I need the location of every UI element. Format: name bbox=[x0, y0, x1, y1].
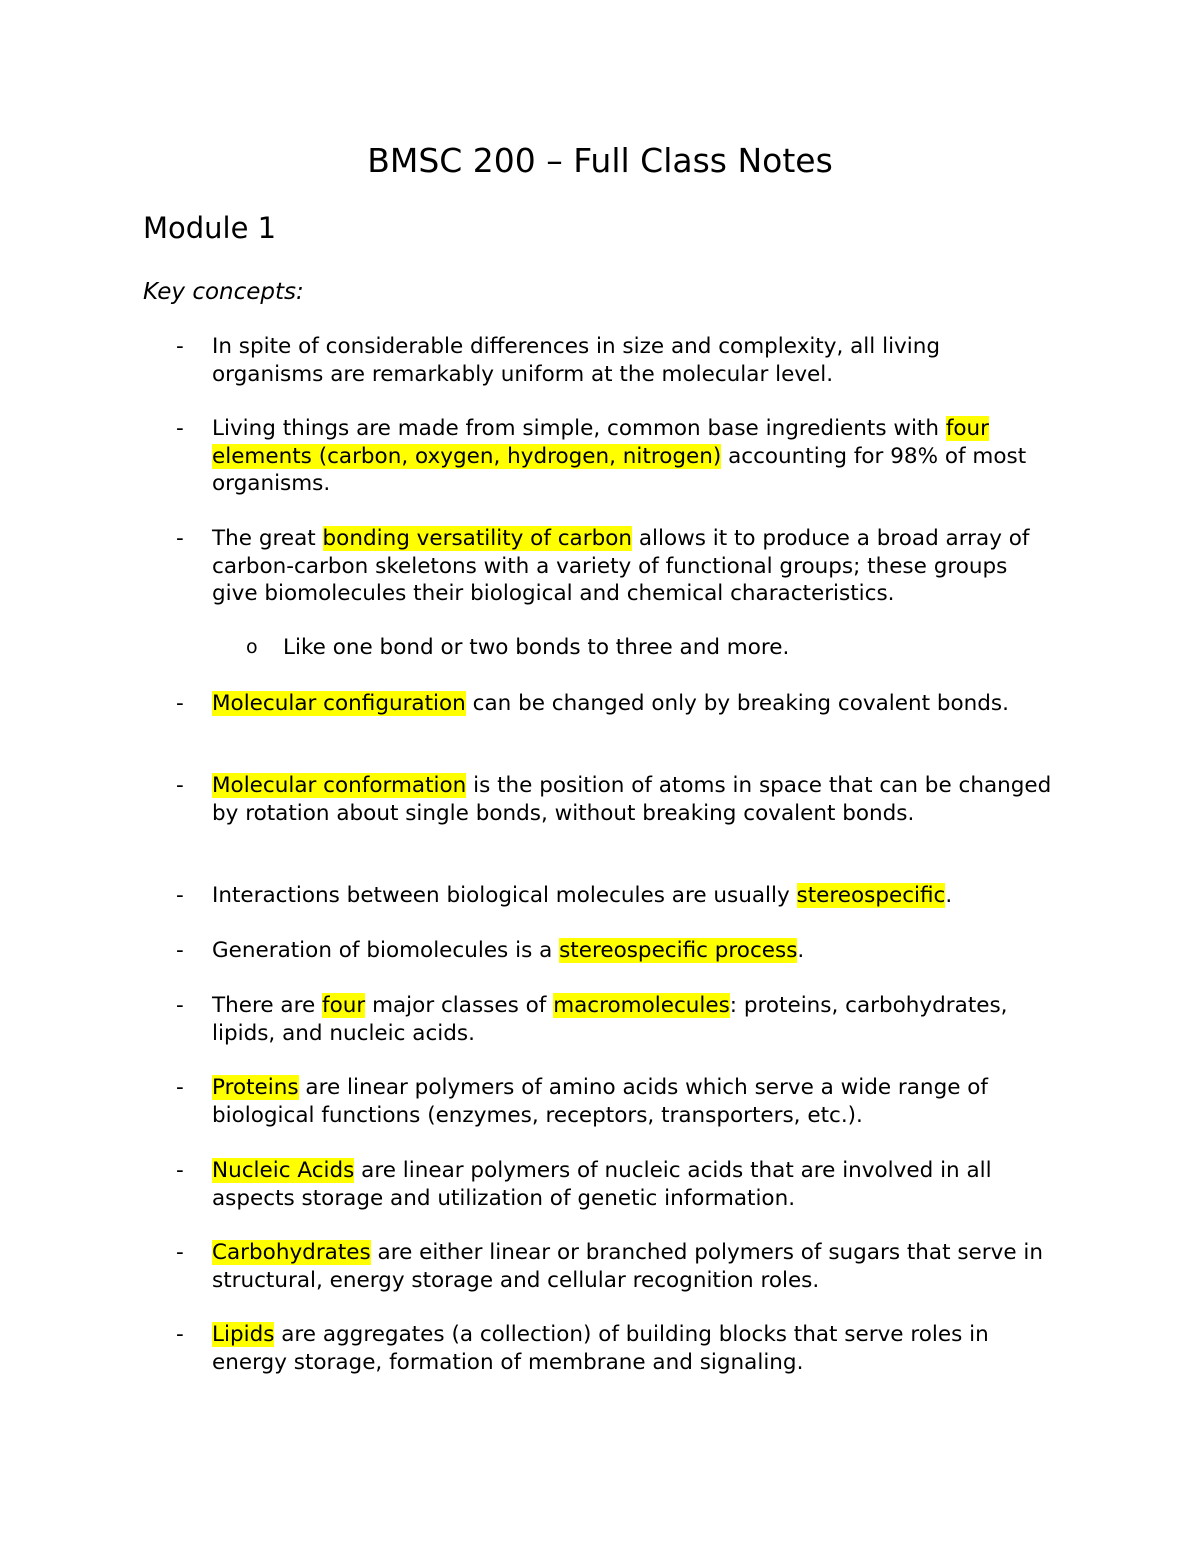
bullet-text bbox=[212, 1157, 1052, 1212]
sub-bullet-marker: o bbox=[246, 636, 258, 658]
bullet-marker: - bbox=[176, 938, 184, 963]
bullet-marker: - bbox=[176, 1075, 184, 1100]
key-concepts-heading: Key concepts: bbox=[143, 279, 304, 305]
highlighted-term: Carbohydrates bbox=[212, 1240, 371, 1265]
bullet-marker: - bbox=[176, 1322, 184, 1347]
bullet-marker: - bbox=[176, 773, 184, 798]
highlighted-term: four bbox=[322, 993, 366, 1018]
bullet-text bbox=[212, 772, 1052, 827]
text-segment: are aggregates (a collection) of building blocks that serve roles in energy storage, formation of membrane and signaling. bbox=[212, 1322, 989, 1375]
text-segment: There are bbox=[212, 993, 323, 1018]
text-segment: allows it to produce a broad array of carbon-carbon skeletons with a variety of functional groups; these groups give biomolecules their biological and chemical characteristics. bbox=[212, 526, 1030, 606]
text-segment: Generation of biomolecules is a bbox=[212, 938, 560, 963]
document-title: BMSC 200 – Full Class Notes bbox=[367, 141, 833, 180]
bullet-text bbox=[212, 937, 1052, 965]
highlighted-term: Molecular conformation bbox=[212, 773, 467, 798]
highlighted-term: Lipids bbox=[212, 1322, 275, 1347]
bullet-marker: - bbox=[176, 691, 184, 716]
text-segment: are linear polymers of amino acids which serve a wide range of biological functions (enzymes, receptors, transporters, etc.). bbox=[212, 1075, 988, 1128]
bullet-text bbox=[212, 525, 1052, 608]
highlighted-term: Nucleic Acids bbox=[212, 1158, 355, 1183]
bullet-marker: - bbox=[176, 883, 184, 908]
text-segment: can be changed only by breaking covalent bonds. bbox=[465, 691, 1009, 716]
bullet-text bbox=[212, 415, 1052, 498]
text-segment: . bbox=[797, 938, 805, 963]
highlighted-term: Proteins bbox=[212, 1075, 299, 1100]
bullet-text bbox=[212, 333, 1052, 388]
bullet-text bbox=[212, 1321, 1052, 1376]
text-segment: accounting for 98% of most organisms. bbox=[212, 443, 1027, 496]
bullet-marker: - bbox=[176, 1240, 184, 1265]
highlighted-term: four elements (carbon, oxygen, hydrogen, nitrogen) bbox=[212, 416, 990, 469]
text-segment: : proteins, carbohydrates, lipids, and nucleic acids. bbox=[212, 993, 1008, 1046]
bullet-text bbox=[212, 882, 1052, 910]
text-segment: Interactions between biological molecules are usually bbox=[212, 883, 797, 908]
sub-bullet-text: Like one bond or two bonds to three and more. bbox=[283, 635, 790, 660]
text-segment: . bbox=[945, 883, 953, 908]
text-segment: are linear polymers of nucleic acids that are involved in all aspects storage and utilization of genetic information. bbox=[212, 1158, 992, 1211]
bullet-marker: - bbox=[176, 416, 184, 441]
bullet-marker: - bbox=[176, 993, 184, 1018]
highlighted-term: stereospecific process bbox=[559, 938, 798, 963]
module-heading: Module 1 bbox=[143, 211, 277, 245]
bullet-marker: - bbox=[176, 526, 184, 551]
bullet-text bbox=[212, 1074, 1052, 1129]
bullet-marker: - bbox=[176, 334, 184, 359]
text-segment: Living things are made from simple, common base ingredients with bbox=[212, 416, 946, 441]
highlighted-term: bonding versatility of carbon bbox=[322, 526, 632, 551]
highlighted-term: stereospecific bbox=[796, 883, 946, 908]
highlighted-term: macromolecules bbox=[553, 993, 730, 1018]
text-segment: are either linear or branched polymers of sugars that serve in structural, energy storage and cellular recognition roles. bbox=[212, 1240, 1043, 1293]
text-segment: The great bbox=[212, 526, 323, 551]
highlighted-term: Molecular configuration bbox=[212, 691, 466, 716]
bullet-text bbox=[212, 1239, 1052, 1294]
text-segment: major classes of bbox=[365, 993, 554, 1018]
text-segment: In spite of considerable differences in size and complexity, all living organisms are remarkably uniform at the molecular level. bbox=[212, 334, 941, 387]
bullet-text bbox=[212, 992, 1052, 1047]
bullet-text bbox=[212, 690, 1052, 718]
bullet-marker: - bbox=[176, 1158, 184, 1183]
text-segment: is the position of atoms in space that can be changed by rotation about single bonds, without breaking covalent bonds. bbox=[212, 773, 1052, 826]
